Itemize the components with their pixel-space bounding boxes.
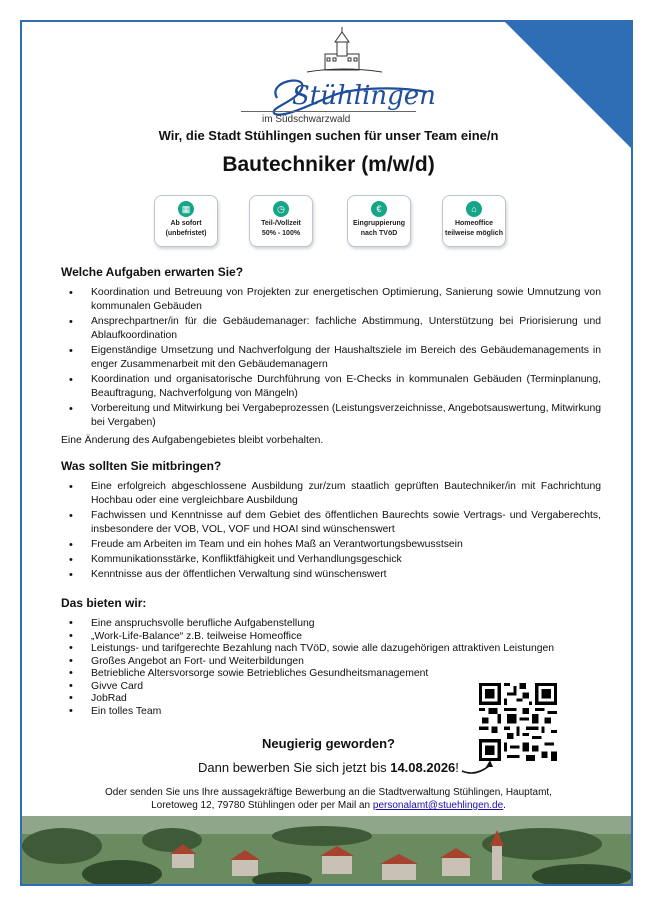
clock-icon: ◷ (273, 201, 289, 217)
badge-text: Homeoffice teilweise möglich (445, 220, 503, 237)
list-item: • Kenntnisse aus der öffentlichen Verwaltung sind wünschenswert (61, 568, 601, 582)
apply-instructions (62, 786, 595, 812)
list-item: • JobRad (61, 692, 601, 705)
deadline-suffix: ! (455, 760, 459, 775)
list-item: • Eigenständige Umsetzung und Nachverfolgung der Haushaltsziele im Bereich des Gebäudemanagements in enger Zusammenarbeit mit den Gebäudemanagern (61, 344, 601, 372)
list-item: • Vorbereitung und Mitwirkung bei Vergabeprozessen (Leistungsverzeichnisse, Angebotsauswertung, Mitwirkung bei Vergaben) (61, 402, 601, 430)
requirements-heading: Was sollten Sie mitbringen? (61, 459, 222, 473)
badge-start-date (154, 195, 218, 247)
castle-icon (307, 27, 382, 72)
town-photo (22, 816, 633, 886)
list-item: • Ein tolles Team (61, 705, 601, 718)
list-item: • Eine anspruchsvolle berufliche Aufgabenstellung (61, 617, 601, 630)
badge-salary (347, 195, 411, 247)
requirements-list (61, 480, 601, 582)
intro-line: Wir, die Stadt Stühlingen suchen für unser Team eine/n (158, 128, 499, 143)
list-item: • Kommunikationsstärke, Konfliktfähigkeit und Verhandlungsgeschick (61, 553, 601, 567)
apply-line-2-suffix: . (503, 800, 506, 811)
cta-question: Neugierig geworden? (262, 736, 395, 751)
tasks-list (61, 286, 601, 430)
list-item: • Betriebliche Altersvorsorge sowie Betriebliches Gesundheitsmanagement (61, 667, 601, 680)
apply-line-2-prefix: Loretoweg 12, 79780 Stühlingen oder per Mail an (151, 800, 373, 811)
deadline-prefix: Dann bewerben Sie sich jetzt bis (198, 760, 391, 775)
svg-text:Stühlingen: Stühlingen (292, 81, 436, 111)
home-icon: ⌂ (466, 201, 482, 217)
apply-line-1: Oder senden Sie uns Ihre aussagekräftige Bewerbung an die Stadtverwaltung Stühlingen, Hauptamt, (105, 787, 552, 798)
list-item: • Givve Card (61, 680, 601, 693)
main-content (61, 265, 601, 717)
cta-deadline (198, 760, 459, 775)
euro-icon: € (371, 201, 387, 217)
list-item: • Koordination und Betreuung von Projekten zur energetischen Optimierung, Sanierung sowie Umnutzung von kommunalen Gebäuden (61, 286, 601, 314)
tasks-note: Eine Änderung des Aufgabengebietes bleibt vorbehalten. (61, 435, 324, 446)
calendar-icon: ▦ (178, 201, 194, 217)
badge-homeoffice (442, 195, 506, 247)
offers-heading: Das bieten wir: (61, 596, 147, 610)
list-item: • Fachwissen und Kenntnisse auf dem Gebiet des öffentlichen Baurechts sowie Vertrags- und Vergaberechts, insbesondere der VOB, VOL, VOF und HOAI sind wünschenswert (61, 509, 601, 537)
list-item: • Leistungs- und tarifgerechte Bezahlung nach TVöD, sowie alle dazugehörigen attraktiven Leistungen (61, 642, 601, 655)
poster-frame (20, 20, 633, 886)
logo-subtitle: im Südschwarzwald (262, 114, 351, 125)
email-link[interactable]: personalamt@stuehlingen.de (372, 800, 504, 811)
list-item: • Koordination und organisatorische Durchführung von E-Checks in kommunalen Gebäuden (Terminplanung, Beauftragung, Nachverfolgung von Mängeln) (61, 373, 601, 401)
list-item: • Großes Angebot an Fort- und Weiterbildungen (61, 655, 601, 668)
deadline-date: 14.08.2026 (390, 760, 456, 775)
apply-line-2 (62, 799, 595, 812)
badge-text: Ab sofort (unbefristet) (165, 220, 207, 237)
badge-working-hours (249, 195, 313, 247)
list-item: • „Work-Life-Balance“ z.B. teilweise Homeoffice (61, 630, 601, 643)
curved-arrow-icon (458, 747, 498, 777)
tasks-heading: Welche Aufgaben erwarten Sie? (61, 265, 244, 279)
job-title: Bautechniker (m/w/d) (222, 153, 435, 176)
badge-text: Teil-/Vollzeit 50% - 100% (261, 220, 301, 237)
feature-badges (22, 195, 633, 251)
badge-text: Eingruppierung nach TVöD (352, 220, 406, 237)
list-item: • Ansprechpartner/in für die Gebäudemanager: fachliche Abstimmung, Unterstützung bei Priorisierung und Ablaufkoordination (61, 315, 601, 343)
list-item: • Eine erfolgreich abgeschlossene Ausbildung zur/zum staatlich geprüften Bautechniker/in mit Fachrichtung Hochbau oder eine vergleichbare Ausbildung (61, 480, 601, 508)
logo-divider (241, 111, 416, 112)
list-item: • Freude am Arbeiten im Team und ein hohes Maß an Verantwortungsbewusstsein (61, 538, 601, 552)
